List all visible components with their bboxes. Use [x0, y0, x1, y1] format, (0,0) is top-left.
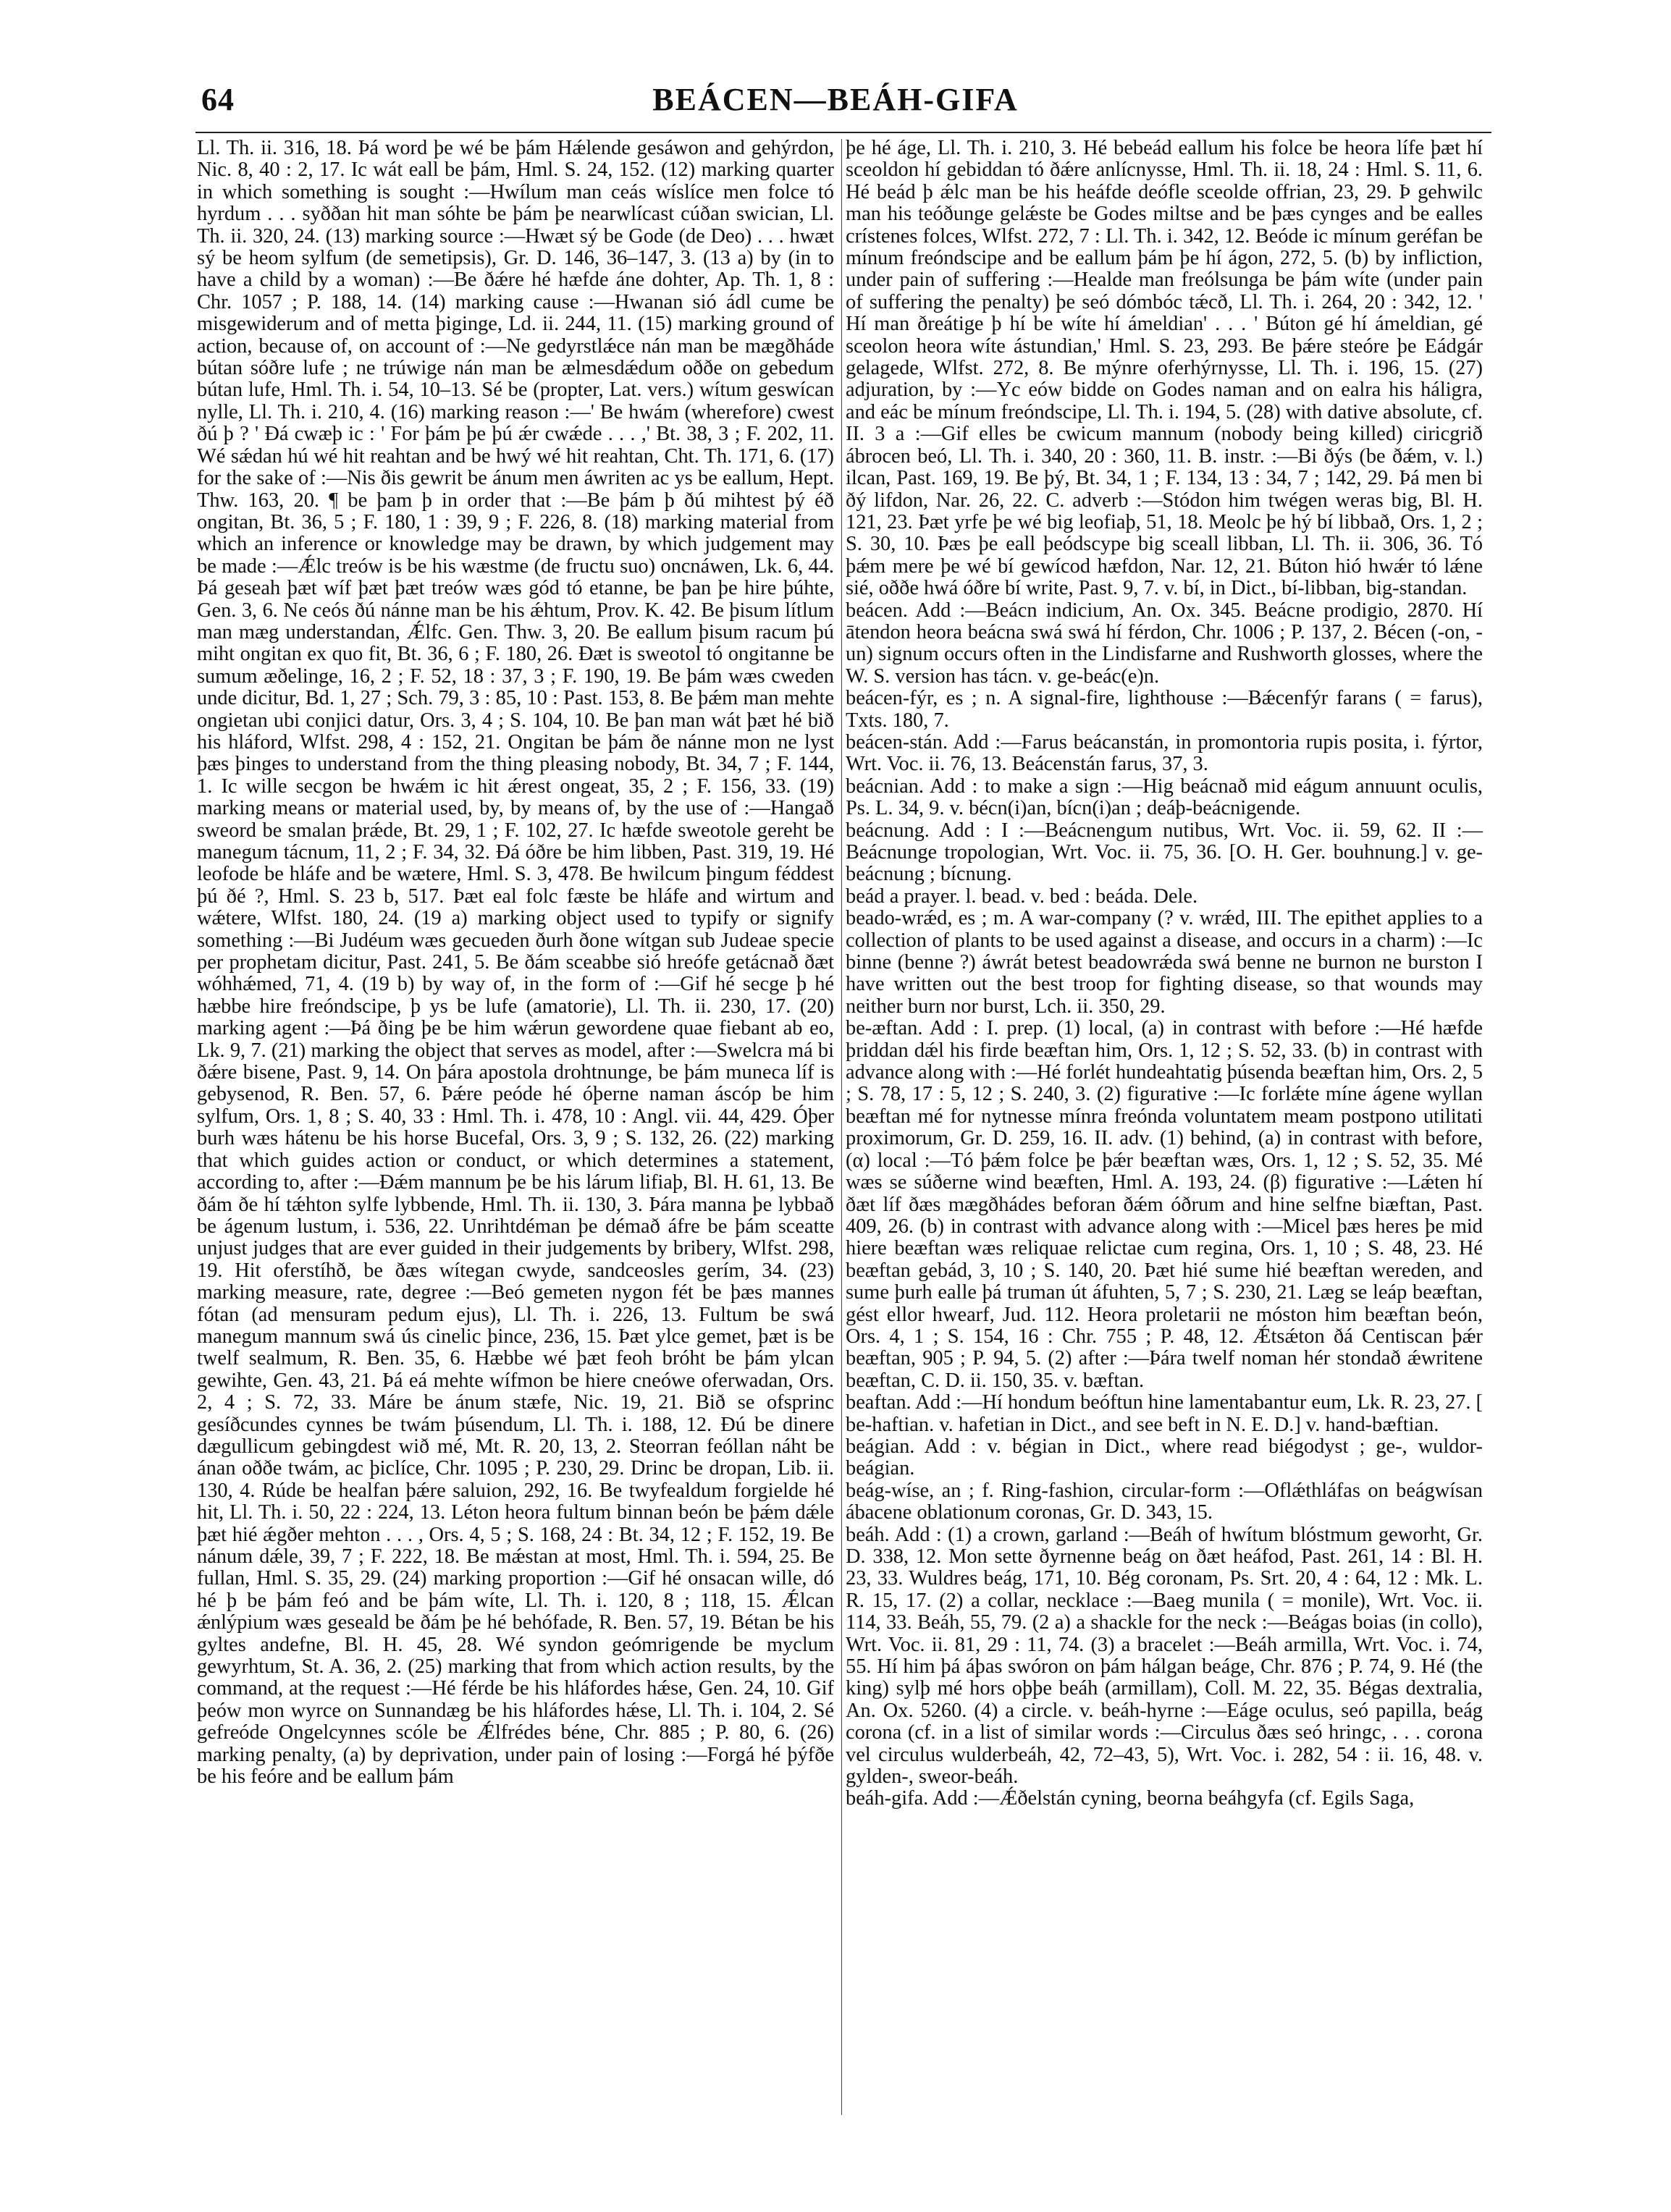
entry-bead: beád a prayer. l. bead. v. bed : beáda. Dele.: [846, 885, 1198, 908]
entry-beacen-stan: beácen-stán. Add :—Farus beácanstán, in promontoria rupis posita, i. fýrtor, Wrt. Voc. ii. 76, 13. Beácenstán farus, 37, 3.: [846, 730, 1483, 776]
entry-beacen-fyr: beácen-fýr, es ; n. A signal-fire, lighthouse :—Bǽcenfýr farans ( = farus), Txts. 180, 7.: [846, 687, 1483, 732]
running-head: BEÁCEN—BEÁH-GIFA: [652, 82, 1019, 117]
entry-beaftan: beaftan. Add :—Hí hondum beóftun hine lamentabantur eum, Lk. R. 23, 27. [ be-haftian. v. hafetian in Dict., and see beft in N. E. D.] v. hand-bæftian.: [846, 1391, 1483, 1436]
entry-beacnian: beácnian. Add : to make a sign :—Hig beácnað mid eágum annuunt oculis, Ps. L. 34, 9. v. bécn(i)an, bícn(i)an ; deáþ-beácnigende.: [846, 774, 1483, 820]
page-number: 64: [201, 82, 235, 117]
entry-be-continued-right: þe hé áge, Ll. Th. i. 210, 3. Hé bebeád eallum his folce be heora lífe þæt hí sceoldon hí gebiddan tó ðǽre anlícnysse, Hml. Th. ii. 18, 24 : Hml. S. 11, 6. Hé beád þ ǽlc man be his heáfde deófle sceolde offrian, 23, 29. Þ gehwilc man his teóðunge gelǽste be Godes miltse and be þæs cynges and be ealles crístenes folces, Wlfst. 272, 7 : Ll. Th. i. 342, 12. Beóde ic mínum geréfan be mínum freóndscipe and be eallum þám þe hí ágon, 272, 5. (b) by infliction, under pain of suffering :—Healde man freólsunga be þám wíte (under pain of suffering the penalty) þe seó dómbóc tǽcð, Ll. Th. i. 264, 20 : 342, 12. ' Hí man ðreátige þ hí be wíte hí ámeldian' . . . ' Búton gé hí ámeldian, gé sceolon heora wíte ástundian,' Hml. S. 23, 293. Be þǽre steóre þe Eádgár gelagede, Wlfst. 272, 8. Be mýnre oferhýrnysse, Ll. Th. i. 196, 15. (27) adjuration, by :—Yc eów bidde on Godes naman and on ealra his háligra, and eác be mínum freóndscipe, Ll. Th. i. 194, 5. (28) with dative absolute, cf. II. 3 a :—Gif elles be cwicum mannum (nobody being killed) ciricgrið ábrocen beó, Ll. Th. i. 340, 20 : 360, 11. B. instr. :—Bi ðýs (be ðǽm, v. l.) ilcan, Past. 169, 19. Be þý, Bt. 34, 1 ; F. 134, 13 : 34, 7 ; 142, 29. Þá men bi ðý lifdon, Nar. 26, 22. C. adverb :—Stódon him twégen weras big, Bl. H. 121, 23. Þæt yrfe þe wé big leofiaþ, 51, 18. Meolc þe hý bí libbað, Ors. 1, 2 ; S. 30, 10. Þæs þe eall þeódscype big sceall libban, Ll. Th. ii. 306, 36. Tó þǽm mere þe wé bí gewícod hæfdon, Nar. 12, 21. Búton hió hwǽr tó lǽne sié, oððe hwá óðre bí write, Past. 9, 7. v. bí, in Dict., bí-libban, big-standan.: [846, 137, 1483, 600]
right-column: [846, 138, 1483, 1810]
entry-beagian: beágian. Add : v. bégian in Dict., where read biégodyst ; ge-, wuldor-beágian.: [846, 1435, 1483, 1480]
entry-beah: beáh. Add : (1) a crown, garland :—Beáh of hwítum blóstmum geworht, Gr. D. 338, 12. Mon sette ðyrnenne beág on ðæt heáfod, Past. 261, 14 : Bl. H. 23, 33. Wuldres beág, 171, 10. Bég coronam, Ps. Srt. 20, 4 : 64, 12 : Mk. L. R. 15, 17. (2) a collar, necklace :—Baeg munila ( = monile), Wrt. Voc. ii. 114, 33. Beáh, 55, 79. (2 a) a shackle for the neck :—Beágas boias (in collo), Wrt. Voc. ii. 81, 29 : 11, 74. (3) a bracelet :—Beáh armilla, Wrt. Voc. i. 74, 55. Hí him þá áþas swóron on þám hálgan beáge, Chr. 876 ; P. 74, 9. Hé (the king) sylþ mé hors oþþe beáh (armillam), Coll. M. 22, 35. Bégas dextralia, An. Ox. 5260. (4) a circle. v. beáh-hyrne :—Eáge oculus, seó papilla, beág corona (cf. in a list of similar words :—Circulus ðæs seó hringc, . . . corona vel circulus wulderbeáh, 42, 72–43, 5), Wrt. Voc. i. 282, 54 : ii. 16, 48. v. gylden-, sweor-beáh.: [846, 1523, 1483, 1789]
entry-beacnung: beácnung. Add : I :—Beácnengum nutibus, Wrt. Voc. ii. 59, 62. II :—Beácnunge tropologian, Wrt. Voc. ii. 75, 36. [O. H. Ger. bouhnung.] v. ge-beácnung ; bícnung.: [846, 819, 1483, 886]
column-divider: [841, 139, 842, 2115]
entry-beacen: beácen. Add :—Beácn indicium, An. Ox. 345. Beácne prodigio, 2870. Hí ātendon heora beácna swá swá hí férdon, Chr. 1006 ; P. 137, 2. Bécen (-on, -un) signum occurs often in the Lindisfarne and Rushworth glosses, where the W. S. version has tácn. v. ge-beác(e)n.: [846, 599, 1483, 688]
entry-beah-gifa: beáh-gifa. Add :—Ǽðelstán cyning, beorna beáhgyfa (cf. Egils Saga,: [846, 1787, 1415, 1810]
left-column: [197, 138, 834, 1788]
entry-be-aeftan: be-æftan. Add : I. prep. (1) local, (a) in contrast with before :—Hé hæfde þriddan dǽl his firde beæftan him, Ors. 1, 12 ; S. 52, 33. (b) in contrast with advance along with :—Hé forlét hundeahtatig þúsenda beæftan him, Ors. 2, 5 ; S. 78, 17 : 5, 12 ; S. 240, 3. (2) figurative :—Ic forlǽte míne ágene wyllan beæftan mé for nytnesse mínra freónda voluntatem meam postpono utilitati proximorum, Gr. D. 259, 16. II. adv. (1) behind, (a) in contrast with before, (α) local :—Tó þǽm folce þe þǽr beæftan wæs, Ors. 1, 12 ; S. 52, 35. Mé wæs se súðerne wind beæften, Hml. A. 193, 24. (β) figurative :—Lǽten hí ðæt líf ðæs mægðhádes beforan ðǽm óðrum and hine selfne biæftan, Past. 409, 26. (b) in contrast with advance along with :—Micel þæs heres þe mid hiere beæftan wæs reliquae relictae cum regina, Ors. 1, 10 ; S. 48, 23. Hé beæftan gebád, 3, 10 ; S. 140, 20. Þæt hié sume hié beæftan wereden, and sume þurh ealle þá truman út áfuhten, 5, 7 ; S. 230, 21. Læg se leáp beæftan, gést ellor hwearf, Jud. 112. Heora proletarii ne móston him beæftan beón, Ors. 4, 1 ; S. 154, 16 : Chr. 755 ; P. 48, 12. Ǽtsǽton ðá Centiscan þǽr beæftan, 905 ; P. 94, 5. (2) after :—Þára twelf noman hér stondað ǽwritene beæftan, C. D. ii. 150, 35. v. bæftan.: [846, 1017, 1483, 1392]
entry-beado-wraed: beado-wrǽd, es ; m. A war-company (? v. wrǽd, III. The epithet applies to a collection of plants to be used against a disease, and occurs in a charm) :—Ic binne (benne ?) áwrát betest beadowrǽda swá benne ne burnon ne burston I have written out the best troop for fighting disease, so that wounds may neither burn nor burst, Lch. ii. 350, 29.: [846, 907, 1483, 1018]
entry-be-continued: Ll. Th. ii. 316, 18. Þá word þe wé be þám Hǽlende gesáwon and gehýrdon, Nic. 8, 40 : 2, 17. Ic wát eall be þám, Hml. S. 24, 152. (12) marking quarter in which something is sought :—Hwílum man ceás wíslíce men folce tó hyrdum . . . syððan hit man sóhte be þám þe nearwlícast cúðan swician, Ll. Th. ii. 320, 24. (13) marking source :—Hwæt sý be Gode (de Deo) . . . hwæt sý be heom sylfum (de semetipsis), Gr. D. 146, 36–147, 3. (13 a) by (in to have a child by a woman) :—Be ðǽre hé hæfde áne dohter, Ap. Th. 1, 8 : Chr. 1057 ; P. 188, 14. (14) marking cause :—Hwanan sió ádl cume be misgewiderum and of metta þiginge, Ld. ii. 244, 11. (15) marking ground of action, because of, on account of :—Ne gedyrstlǽce nán man be mægðháde bútan sóðre lufe ; ne trúwige nán man be ælmesdǽdum oððe on gebedum bútan lufe, Hml. Th. i. 54, 10–13. Sé be (propter, Lat. vers.) wítum geswícan nylle, Ll. Th. i. 210, 4. (16) marking reason :—' Be hwám (wherefore) cwest ðú þ ? ' Ðá cwæþ ic : ' For þám þe þú ǽr cwǽde . . . ,' Bt. 38, 3 ; F. 202, 11. Wé sǽdan hú wé hit reahtan and be hwý wé hit reahtan, Cht. Th. 171, 6. (17) for the sake of :—Nis ðis gewrit be ánum men áwriten ac ys be eallum, Hept. Thw. 163, 20. ¶ be þam þ in order that :—Be þám þ ðú mihtest þý éð ongitan, Bt. 36, 5 ; F. 180, 1 : 39, 9 ; F. 226, 8. (18) marking material from which an inference or knowledge may be drawn, by which judgement may be made :—Ǽlc treów is be his wæstme (de fructu suo) oncnáwen, Lk. 6, 44. Þá geseah þæt wíf þæt þæt treów wæs gód tó etanne, be þan þe hire þúhte, Gen. 3, 6. Ne ceós ðú nánne man be his ǽhtum, Prov. K. 42. Be þisum lítlum man mæg understandan, Ǽlfc. Gen. Thw. 3, 20. Be eallum þisum racum þú miht ongitan ex quo fit, Bt. 36, 6 ; F. 180, 26. Ðæt is sweotol tó ongitanne be sumum æðelinge, 16, 2 ; F. 52, 18 : 37, 3 ; F. 190, 19. Be þám wæs cweden unde dicitur, Bd. 1, 27 ; Sch. 79, 3 : 85, 10 : Past. 153, 8. Be þǽm man mehte ongietan ubi conjici datur, Ors. 3, 4 ; S. 104, 10. Be þan man wát þæt hé bið his hláford, Wlfst. 298, 4 : 152, 21. Ongitan be þám ðe nánne mon ne lyst þæs þinges to understand from the thing pleasing nobody, Bt. 34, 7 ; F. 144, 1. Ic wille secgon be hwǽm ic hit ǽrest ongeat, 35, 2 ; F. 156, 33. (19) marking means or material used, by, by means of, by the use of :—Hangað sweord be smalan þrǽde, Bt. 29, 1 ; F. 102, 27. Ic hæfde sweotole gereht be manegum tácnum, 11, 2 ; F. 34, 32. Ðá óðre be him libben, Past. 319, 19. Hé leofode be hláfe and be wætere, Hml. S. 3, 478. Be hwilcum þingum féddest þú ðé ?, Hml. S. 23 b, 517. Þæt eal folc fæste be hláfe and wirtum and wǽtere, Wlfst. 180, 24. (19 a) marking object used to typify or signify something :—Bi Judéum wæs gecueden ðurh ðone wítgan sub Judeae specie per prophetam dicitur, Past. 241, 5. Be ðám sceabbe sió hreófe getácnað ðæt wóhhǽmed, 71, 4. (19 b) by way of, in the form of :—Gif hé secge þ hé hæbbe hire freóndscipe, þ ys be lufe (amatorie), Ll. Th. ii. 230, 17. (20) marking agent :—Þá ðing þe be him wǽrun gewordene quae fiebant ab eo, Lk. 9, 7. (21) marking the object that serves as model, after :—Swelcra má bi ðǽre bisene, Past. 9, 14. On þára apostola drohtnunge, be þám muneca líf is gebysenod, R. Ben. 57, 6. Þǽre peóde hé óþerne naman áscóp be him sylfum, Ors. 1, 8 ; S. 40, 33 : Hml. Th. i. 478, 10 : Angl. vii. 44, 429. Óþer burh wæs hátenu be his horse Bucefal, Ors. 3, 9 ; S. 132, 26. (22) marking that which guides action or conduct, or which determines a statement, according to, after :—Ðǽm mannum þe be his lárum lifiaþ, Bl. H. 61, 13. Be ðám ðe hí tǽhton sylfe lybbende, Hml. Th. ii. 130, 3. Þára manna þe lybbað be ágenum lustum, i. 536, 22. Unrihtdéman þe démað áfre be þám sceatte unjust judges that are ever guided in their judgements by bribery, Wlfst. 298, 19. Hit oferstíhð, be ðæs wítegan cwyde, sandceosles gerím, 34. (23) marking measure, rate, degree :—Beó gemeten nygon fét be þæs mannes fótan (ad mensuram pedum ejus), Ll. Th. i. 226, 13. Fultum be swá manegum mannum swá ús cinelic þince, 236, 15. Þæt ylce gemet, þæt is be twelf sealmum, R. Ben. 35, 6. Hæbbe wé þæt feoh bróht be þám ylcan gewihte, Gen. 43, 21. Þá eá mehte wífmon be hiere cneówe oferwadan, Ors. 2, 4 ; S. 72, 33. Máre be ánum stæfe, Nic. 19, 21. Bið se ofsprinc gesíðcundes cynnes be twám þúsendum, Ll. Th. i. 188, 12. Ðú be dinere dægullicum gebingdest wið mé, Mt. R. 20, 13, 2. Steorran feóllan náht be ánan oððe twám, ac þiclíce, Chr. 1095 ; P. 230, 29. Drinc be dropan, Lib. ii. 130, 4. Rúde be healfan þǽre saluion, 292, 16. Be twyfealdum forgielde hé hit, Ll. Th. i. 50, 22 : 224, 13. Léton heora fultum binnan beón be þǽm dǽle þæt hié ǽgðer mehton . . . , Ors. 4, 5 ; S. 168, 24 : Bt. 34, 12 ; F. 152, 19. Be nánum dǽle, 39, 7 ; F. 222, 18. Be mǽstan at most, Hml. Th. i. 594, 25. Be fullan, Hml. S. 35, 29. (24) marking proportion :—Gif hé onsacan wille, dó hé þ be þám feó and be þám wíte, Ll. Th. i. 120, 8 ; 118, 15. Ǽlcan ǽnlýpium wæs geseald be ðám þe hé behófade, R. Ben. 57, 19. Bétan be his gyltes andefne, Bl. H. 45, 28. Wé syndon geómrigende be myclum gewyrhtum, St. A. 36, 2. (25) marking that from which action results, by the command, at the request :—Hé férde be his hláfordes hǽse, Gen. 24, 10. Gif þeów mon wyrce on Sunnandæg be his hláfordes hǽse, Ll. Th. i. 104, 2. Sé gefreóde Ongelcynnes scóle be Ǽlfrédes béne, Chr. 885 ; P. 80, 6. (26) marking penalty, (a) by deprivation, under pain of losing :—Forgá hé þýfðe be his feóre and be eallum þám: [197, 137, 834, 1789]
entry-beag-wise: beág-wíse, an ; f. Ring-fashion, circular-form :—Oflǽthláfas on beágwísan ábacene oblationum coronas, Gr. D. 343, 15.: [846, 1479, 1483, 1524]
header-rule: [195, 132, 1491, 133]
